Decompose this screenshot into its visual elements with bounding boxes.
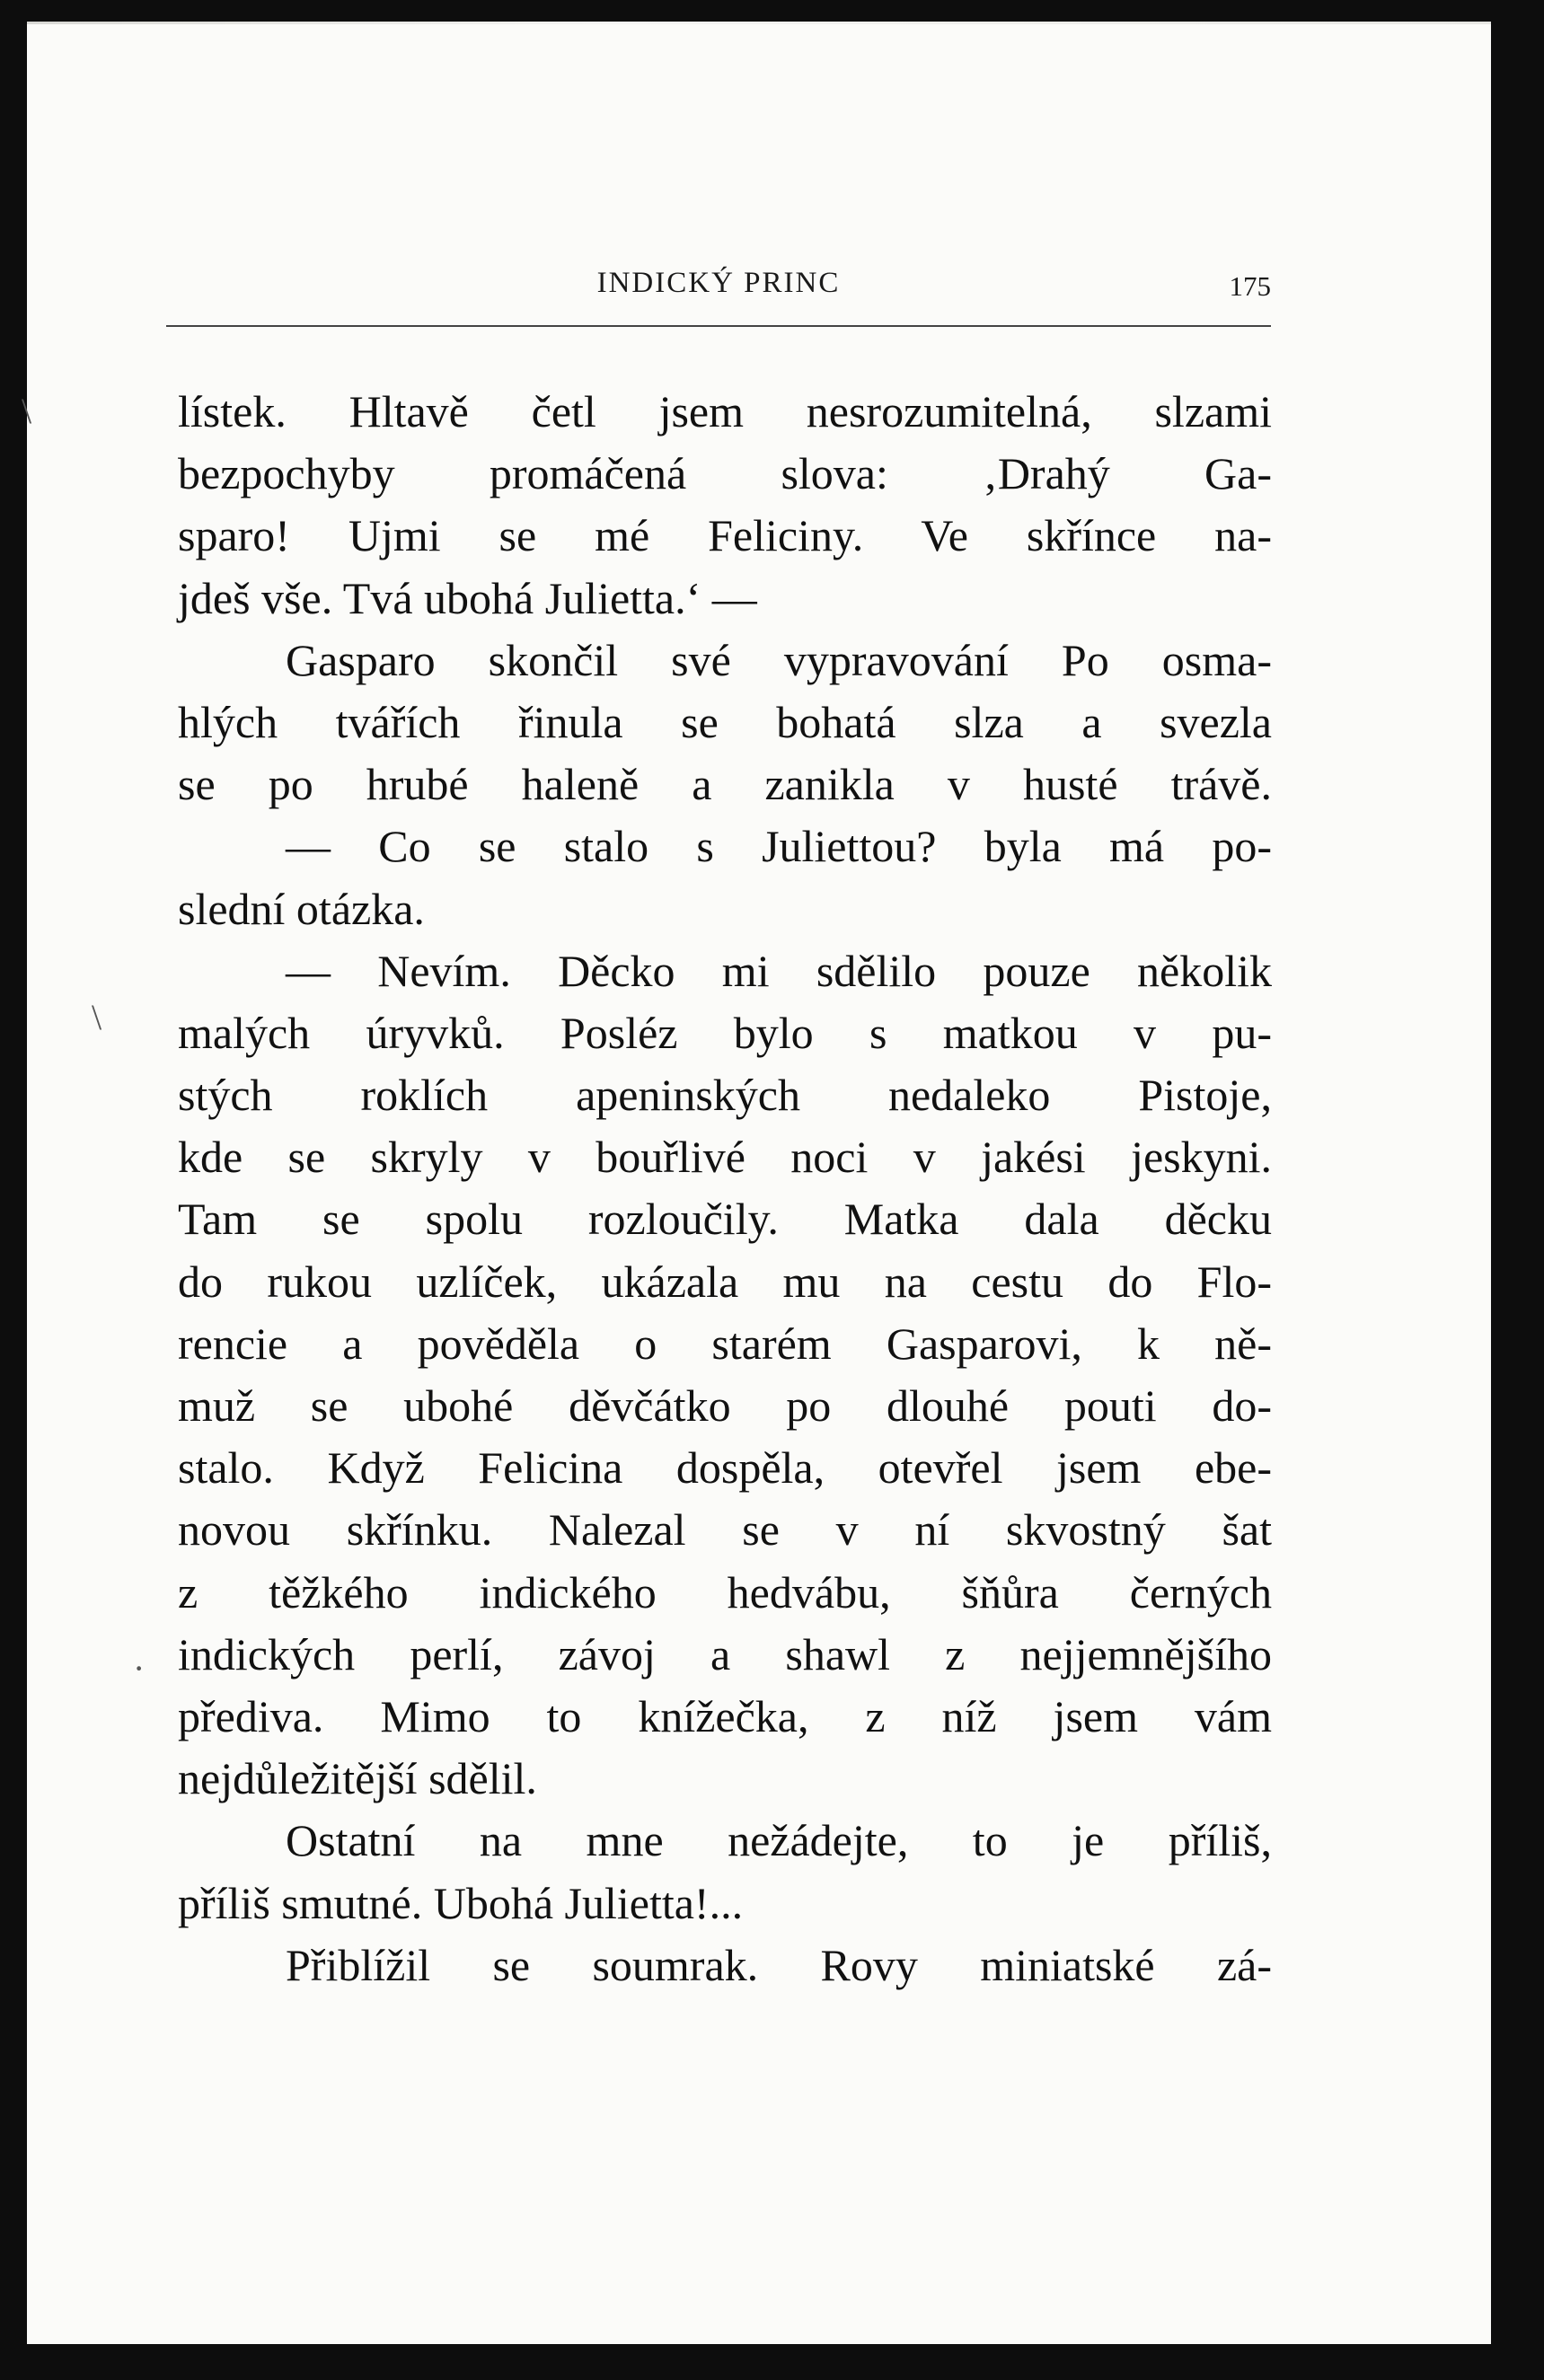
header-rule [166, 325, 1271, 327]
text-line: se po hrubé haleně a zanikla v husté trávě. [178, 759, 1272, 810]
text-line: rencie a pověděla o starém Gasparovi, k ně- [178, 1318, 1272, 1369]
text-line: muž se ubohé děvčátko po dlouhé pouti do- [178, 1380, 1272, 1431]
text-line: Přiblížil se soumrak. Rovy miniatské zá- [286, 1939, 1272, 1990]
text-line: — Co se stalo s Juliettou? byla má po- [286, 821, 1272, 872]
body-text [178, 381, 1272, 1997]
text-line: přediva. Mimo to knížečka, z níž jsem vám [178, 1690, 1272, 1741]
text-line: indických perlí, závoj a shawl z nejjemnějšího [178, 1628, 1272, 1679]
margin-bullet: · [133, 1648, 146, 1688]
text-line: stalo. Když Felicina dospěla, otevřel jsem ebe- [178, 1442, 1272, 1494]
text-line: Ostatní na mne nežádejte, to je příliš, [286, 1815, 1272, 1866]
text-line: hlých tvářích řinula se bohatá slza a svezla [178, 696, 1272, 747]
text-line: novou skřínku. Nalezal se v ní skvostný šat [178, 1504, 1272, 1556]
text-line: z těžkého indického hedvábu, šňůra černých [178, 1566, 1272, 1618]
text-line: sparo! Ujmi se mé Feliciny. Ve skřínce na- [178, 510, 1272, 561]
text-line: Tam se spolu rozloučily. Matka dala děcku [178, 1194, 1272, 1245]
running-title: INDICKÝ PRINC [596, 267, 841, 299]
text-line: jdeš vše. Tvá ubohá Julietta.‘ — [178, 572, 757, 623]
margin-mark-lower: \ [92, 997, 102, 1037]
text-line: slední otázka. [178, 883, 425, 934]
text-line: nejdůležitější sdělil. [178, 1753, 537, 1804]
text-line: malých úryvků. Posléz bylo s matkou v pu- [178, 1007, 1272, 1058]
text-line: Gasparo skončil své vypravování Po osma- [286, 634, 1272, 685]
text-line: — Nevím. Děcko mi sdělilo pouze několik [286, 945, 1272, 996]
margin-mark-upper: \ [22, 391, 32, 431]
book-page [22, 22, 1491, 2344]
page-edge [27, 22, 1491, 24]
text-line: stých roklích apeninských nedaleko Pistoje, [178, 1070, 1272, 1121]
running-header [166, 260, 1271, 313]
text-line: kde se skryly v bouřlivé noci v jakési jeskyni. [178, 1132, 1272, 1183]
text-line: příliš smutné. Ubohá Julietta!... [178, 1877, 744, 1928]
text-line: lístek. Hltavě četl jsem nesrozumitelná, slzami [178, 386, 1272, 436]
page-number: 175 [1229, 270, 1271, 302]
text-line: bezpochyby promáčená slova: ‚Drahý Ga- [178, 448, 1272, 499]
text-line: do rukou uzlíček, ukázala mu na cestu do Flo- [178, 1256, 1272, 1307]
